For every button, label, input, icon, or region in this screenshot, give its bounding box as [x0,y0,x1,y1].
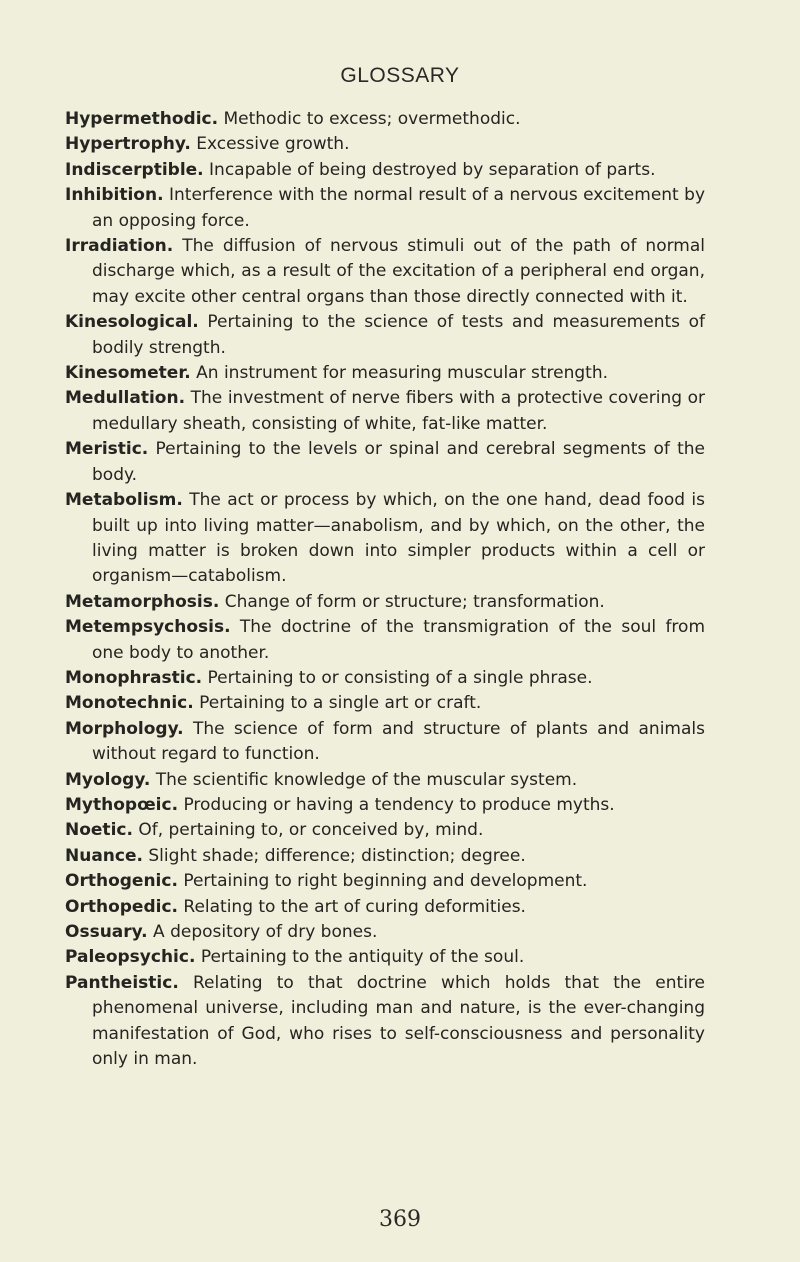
glossary-term: Morphology. [65,718,184,739]
glossary-entry [65,590,705,615]
glossary-definition: A depository of dry bones. [153,922,378,942]
glossary-definition: The act or process by which, on the one hand, dead food is built up into living matter—anabolism, and by which, on the other, the living matter is broken down into simpler products within a cell or organism—catabolism. [92,490,706,587]
glossary-entries [65,107,705,1072]
glossary-definition: An instrument for measuring muscular strength. [196,363,608,384]
glossary-definition: Pertaining to the science of tests and measurements of bodily strength. [92,312,705,358]
glossary-term: Ossuary. [65,922,148,942]
glossary-term: Noetic. [65,820,133,841]
glossary-entry [65,971,705,1073]
glossary-entry [65,234,705,310]
glossary-entry [65,666,705,691]
glossary-term: Metamorphosis. [65,591,220,612]
glossary-term: Metempsychosis. [65,617,231,638]
glossary-entry [65,691,705,716]
glossary-definition: Relating to the art of curing deformities. [183,896,526,917]
glossary-term: Inhibition. [65,185,164,206]
glossary-term: Nuance. [65,845,143,866]
running-head: GLOSSARY [340,64,460,87]
glossary-entry [65,818,705,843]
glossary-definition: Pertaining to a single art or craft. [199,693,482,714]
glossary-entry [65,615,705,666]
glossary-term: Monophrastic. [65,667,203,688]
glossary-term: Medullation. [65,388,186,409]
glossary-definition: Relating to that doctrine which holds that the entire phenomenal universe, including man and nature, is the ever-changing manifestation of God, who rises to self-consciousness and personality only in man. [92,972,705,1070]
glossary-definition: Excessive growth. [196,134,350,155]
glossary-entry [65,945,705,970]
glossary-entry [65,768,705,793]
glossary-definition: Incapable of being destroyed by separation of parts. [209,159,656,180]
glossary-term: Kinesological. [65,312,199,333]
glossary-entry [65,488,705,590]
glossary-definition: Pertaining to or consisting of a single phrase. [207,667,593,688]
glossary-entry [65,386,705,437]
glossary-definition: The doctrine of the transmigration of the soul from one body to another. [92,617,705,663]
glossary-term: Metabolism. [65,490,183,511]
glossary-entry [65,310,705,361]
glossary-term: Kinesometer. [65,363,191,384]
glossary-entry [65,793,705,818]
glossary-definition: The investment of nerve fibers with a protective covering or medullary sheath, consisting of white, fat-like matter. [92,388,706,434]
glossary-definition: The diffusion of nervous stimuli out of the path of normal discharge which, as a result of the excitation of a peripheral end organ, may excite other central organs than those directly connected with it. [92,236,705,307]
glossary-term: Orthogenic. [65,871,178,892]
page-number: 369 [379,1207,421,1232]
glossary-definition: Pertaining to the levels or spinal and cerebral segments of the body. [92,439,705,485]
glossary-entry [65,361,705,386]
glossary-entry [65,107,705,132]
glossary-definition: Slight shade; difference; distinction; degree. [148,845,526,866]
glossary-definition: The scientific knowledge of the muscular system. [155,769,578,790]
glossary-definition: Producing or having a tendency to produce myths. [183,794,615,815]
glossary-entry [65,132,705,157]
glossary-entry [65,895,705,920]
glossary-term: Monotechnic. [65,693,194,714]
glossary-entry [65,183,705,234]
glossary-term: Irradiation. [65,236,174,257]
glossary-term: Hypertrophy. [65,134,191,155]
glossary-term: Mythopœic. [65,794,179,815]
glossary-definition: Pertaining to right beginning and development. [183,871,588,892]
glossary-entry [65,844,705,869]
glossary-term: Meristic. [65,439,149,460]
glossary-term: Pantheistic. [65,972,179,993]
glossary-entry [65,717,705,768]
glossary-definition: Change of form or structure; transformation. [224,591,605,612]
glossary-definition: The science of form and structure of plants and animals without regard to function. [92,718,705,765]
glossary-term: Hypermethodic. [65,109,219,129]
glossary-term: Myology. [65,769,151,790]
glossary-term: Orthopedic. [65,896,178,917]
glossary-term: Indiscerptible. [65,159,204,180]
glossary-entry [65,920,705,945]
glossary-entry [65,869,705,894]
glossary-definition: Pertaining to the antiquity of the soul. [200,947,525,968]
glossary-term: Paleopsychic. [65,947,196,968]
glossary-definition: Of, pertaining to, or conceived by, mind. [138,820,484,841]
glossary-entry [65,437,705,488]
glossary-definition: Methodic to excess; overmethodic. [223,109,521,129]
glossary-entry [65,158,705,183]
glossary-definition: Interference with the normal result of a nervous excitement by an opposing force. [92,185,706,231]
